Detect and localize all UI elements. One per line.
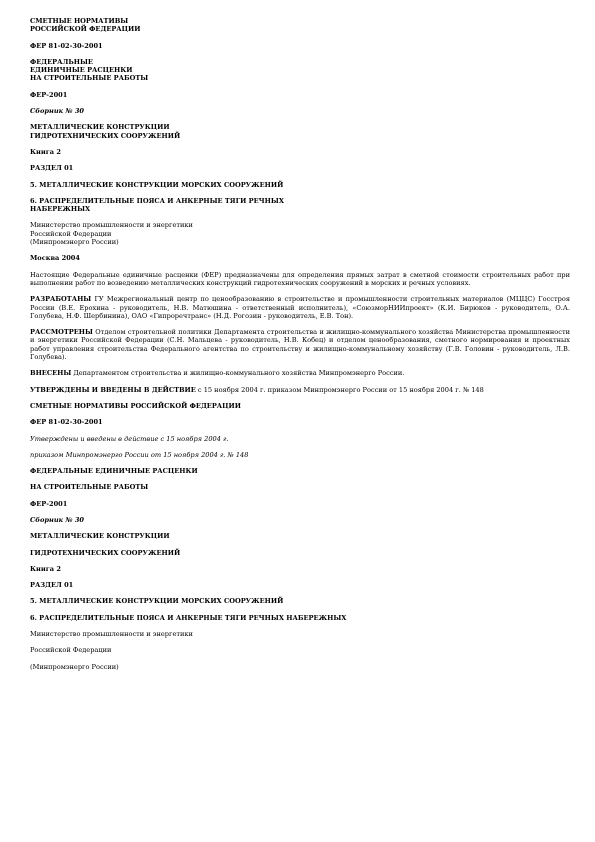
section-item: 5. МЕТАЛЛИЧЕСКИЕ КОНСТРУКЦИИ МОРСКИХ СООРУЖЕНИЙ	[30, 597, 284, 606]
collection-number: Сборник № 30	[30, 515, 85, 524]
title-line: НА СТРОИТЕЛЬНЫЕ РАБОТЫ	[30, 483, 149, 492]
ministry-line: Министерство промышленности и энергетики	[30, 221, 193, 230]
city-year: Москва 2004	[30, 254, 80, 263]
reviewed-paragraph	[30, 328, 570, 361]
subject-line: ГИДРОТЕХНИЧЕСКИХ СООРУЖЕНИЙ	[30, 548, 181, 557]
subject-line: МЕТАЛЛИЧЕСКИЕ КОНСТРУКЦИИ	[30, 123, 170, 132]
reviewed-label: РАССМОТРЕНЫ	[30, 328, 93, 337]
submitted-paragraph	[30, 369, 570, 377]
section-label: РАЗДЕЛ 01	[30, 581, 74, 590]
section-item: 6. РАСПРЕДЕЛИТЕЛЬНЫЕ ПОЯСА И АНКЕРНЫЕ ТЯГИ РЕЧНЫХ	[30, 196, 284, 205]
developed-paragraph	[30, 295, 570, 320]
section-label: РАЗДЕЛ 01	[30, 164, 74, 173]
developed-label: РАЗРАБОТАНЫ	[30, 295, 92, 304]
approval-order: приказом Минпромэнерго России от 15 ноября 2004 г. № 148	[30, 450, 249, 459]
approved-label: УТВЕРЖДЕНЫ И ВВЕДЕНЫ В ДЕЙСТВИЕ	[30, 385, 196, 394]
submitted-label: ВНЕСЕНЫ	[30, 369, 72, 378]
approval-note: Утверждены и введены в действие с 15 ноября 2004 г.	[30, 434, 229, 443]
header-norms-federation: СМЕТНЫЕ НОРМАТИВЫ РОССИЙСКОЙ ФЕДЕРАЦИИ	[30, 401, 241, 410]
document-code: ФЕР 81-02-30-2001	[30, 418, 103, 427]
ministry-line: Российской Федерации	[30, 646, 112, 655]
title-line: ФЕДЕРАЛЬНЫЕ ЕДИНИЧНЫЕ РАСЦЕНКИ	[30, 467, 198, 476]
ministry-line: (Минпромэнерго России)	[30, 238, 119, 247]
document-code: ФЕР 81-02-30-2001	[30, 41, 103, 50]
header-federation: РОССИЙСКОЙ ФЕДЕРАЦИИ	[30, 25, 141, 34]
title-line: НА СТРОИТЕЛЬНЫЕ РАБОТЫ	[30, 74, 149, 83]
book-label: Книга 2	[30, 564, 61, 573]
book-label: Книга 2	[30, 147, 61, 156]
section-item: 5. МЕТАЛЛИЧЕСКИЕ КОНСТРУКЦИИ МОРСКИХ СООРУЖЕНИЙ	[30, 180, 284, 189]
document-page	[30, 17, 570, 671]
developed-text: ГУ Межрегиональный центр по ценообразованию в строительстве и промышленности строительных материалов (МЦЦС) Госстроя России (В.Е. Ерохина - руководитель, Н.В. Матюшина - ответственный исполнитель), «СоюзморНИИпроект» (К.И. Бирюков - руководитель, О.А. Голубева, Н.Ф. Шербинина), ОАО «Гипроречтранс» (Н.Д. Рогозин - руководитель, Е.В. Тон).	[30, 295, 570, 320]
collection-number: Сборник № 30	[30, 107, 85, 116]
title-line: ЕДИНИЧНЫЕ РАСЦЕНКИ	[30, 66, 133, 75]
subject-line: МЕТАЛЛИЧЕСКИЕ КОНСТРУКЦИИ	[30, 532, 170, 541]
header-norms: СМЕТНЫЕ НОРМАТИВЫ	[30, 17, 129, 25]
section-item: 6. РАСПРЕДЕЛИТЕЛЬНЫЕ ПОЯСА И АНКЕРНЫЕ ТЯГИ РЕЧНЫХ НАБЕРЕЖНЫХ	[30, 613, 347, 622]
section-item: НАБЕРЕЖНЫХ	[30, 205, 91, 214]
submitted-text: Департаментом строительства и жилищно-коммунального хозяйства Минпромэнерго России.	[71, 369, 405, 378]
ministry-line: (Минпромэнерго России)	[30, 662, 119, 671]
ministry-line: Российской Федерации	[30, 229, 112, 238]
approved-paragraph	[30, 386, 570, 394]
reviewed-text: Отделом строительной политики Департамента строительства и жилищно-коммунального хозяйства Министерства промышленности и энергетики Российской Федерации (С.Н. Мальцева - руководитель, Н.В. Кобец) и отделом ценообразования, сметного нормирования и проектных работ управления строительства Федерального агентства по строительству и жилищно-коммунальному хозяйству (Г.В. Головин - руководитель, Л.В. Голубева).	[30, 328, 570, 362]
approved-text: с 15 ноября 2004 г. приказом Минпромэнерго России от 15 ноября 2004 г. № 148	[195, 385, 484, 394]
ministry-line: Министерство промышленности и энергетики	[30, 630, 193, 639]
fer-label: ФЕР-2001	[30, 90, 68, 99]
fer-label: ФЕР-2001	[30, 499, 68, 508]
intro-paragraph: Настоящие Федеральные единичные расценки (ФЕР) предназначены для определения прямых затрат в сметной стоимости строительных работ при выполнении работ по возведению металлических конструкций гидротехнических сооружений в морских и речных условиях.	[30, 270, 570, 287]
title-line: ФЕДЕРАЛЬНЫЕ	[30, 57, 93, 66]
subject-line: ГИДРОТЕХНИЧЕСКИХ СООРУЖЕНИЙ	[30, 131, 181, 140]
